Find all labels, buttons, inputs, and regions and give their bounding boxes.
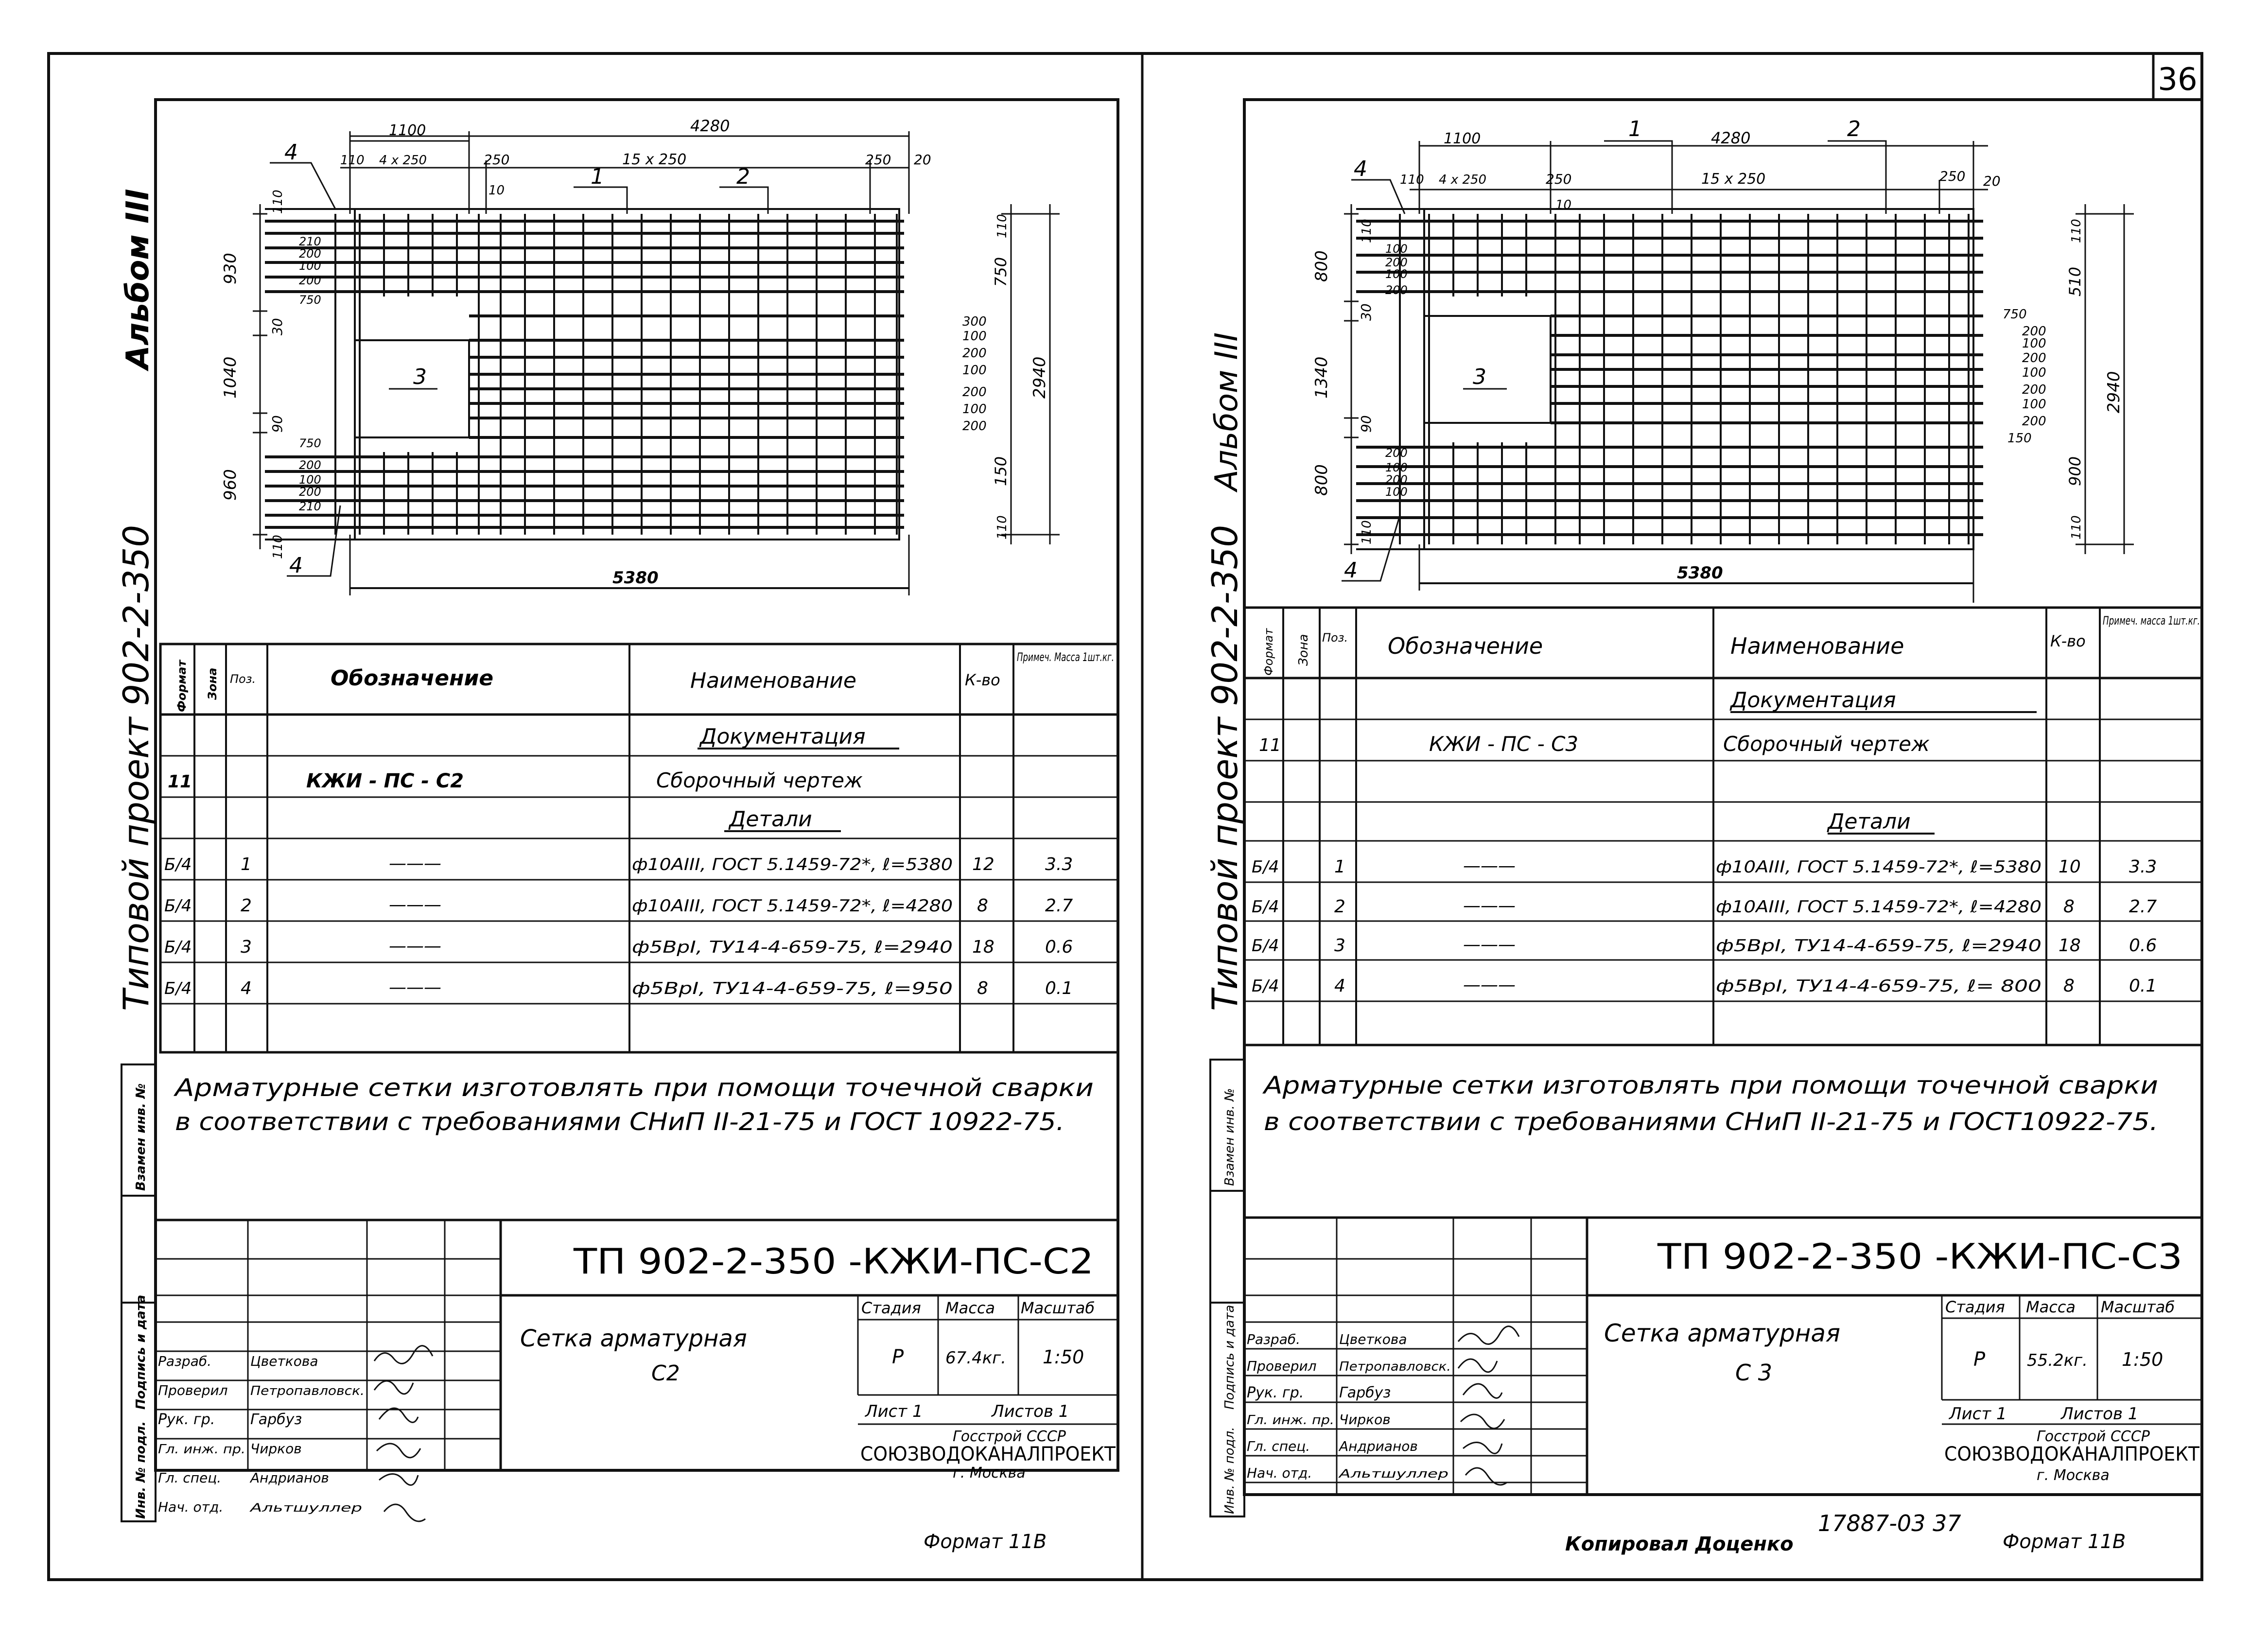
svg-text:8: 8 [2063,976,2075,996]
dim-left-30a: 30 [269,318,285,335]
svg-text:100: 100 [2022,397,2046,412]
right-inner-dims [962,314,987,434]
section-parts: Детали [1828,809,1911,834]
svg-text:200: 200 [962,385,987,400]
svg-text:Лист 1: Лист 1 [1949,1404,2007,1424]
dim-right-750: 750 [992,257,1010,287]
dim-right-2940: 2940 [2104,371,2124,413]
doc-designation: КЖИ - ПС - С2 [306,770,464,792]
dim-top-4x250: 4 x 250 [1439,173,1487,187]
dim-top-10: 10 [488,183,505,198]
title-line-1: Сетка арматурная [1604,1319,1841,1347]
title-line-1: Сетка арматурная [520,1325,747,1352]
svg-text:Разраб.: Разраб. [1247,1331,1301,1347]
svg-text:Гарбуз: Гарбуз [1339,1384,1391,1401]
svg-text:2.7: 2.7 [2129,897,2157,917]
svg-text:Б/4: Б/4 [1252,857,1279,877]
doc-name: Сборочный чертеж [656,768,863,792]
format-label: Формат 11В [924,1531,1047,1553]
svg-text:Листов 1: Листов 1 [992,1402,1069,1421]
right-inner-dims [2003,307,2046,446]
svg-text:Альтшуллер: Альтшуллер [1338,1467,1448,1481]
svg-text:100: 100 [1385,242,1408,256]
svg-text:———: ——— [389,977,441,997]
svg-text:100: 100 [962,402,987,417]
svg-text:150: 150 [2007,431,2032,446]
svg-text:г. Москва: г. Москва [953,1464,1026,1481]
svg-text:100: 100 [2022,336,2046,351]
dim-top-20: 20 [914,152,931,168]
svg-text:100: 100 [299,473,321,487]
scale-value: 1:50 [2122,1349,2163,1370]
table-row [164,936,1073,957]
svg-text:ф10АIII, ГОСТ 5.1459-72*, ℓ=42: ф10АIII, ГОСТ 5.1459-72*, ℓ=4280 [632,896,953,916]
dim-left-110a: 110 [271,190,285,214]
svg-text:Рук. гр.: Рук. гр. [158,1411,215,1428]
svg-text:210: 210 [299,235,321,248]
th-format: Формат [175,660,189,712]
doc-designation: КЖИ - ПС - С3 [1429,732,1579,756]
table-row [164,895,1073,916]
svg-text:ф10АIII, ГОСТ 5.1459-72*, ℓ=53: ф10АIII, ГОСТ 5.1459-72*, ℓ=5380 [632,855,953,874]
th-zone: Зона [206,667,219,700]
svg-text:100: 100 [1385,485,1408,499]
svg-text:0.6: 0.6 [1045,937,1073,957]
dim-left-1040: 1040 [221,356,240,399]
dim-top-110: 110 [340,153,365,168]
spec-table-text [1252,614,2200,996]
dim-right-510: 510 [2066,266,2084,296]
svg-text:Цветкова: Цветкова [250,1353,318,1369]
sheet-left [116,100,1118,1553]
svg-text:ф5ВрI, ТУ14-4-659-75, ℓ=950: ф5ВрI, ТУ14-4-659-75, ℓ=950 [632,979,953,998]
svg-text:2.7: 2.7 [1045,896,1073,916]
doc-name: Сборочный чертеж [1723,732,1930,756]
sheet-frame [1244,100,2202,1495]
svg-text:———: ——— [389,936,441,956]
dim-left-960: 960 [221,469,240,501]
doc-format: 11 [1259,735,1281,755]
side-label-replace: Взамен инв. № [134,1083,148,1191]
copied-by: Копировал Доценко [1565,1533,1794,1555]
page-number: 36 [2158,62,2198,98]
mesh-step [265,209,469,540]
callout-4a: 4 [1354,157,1367,181]
svg-text:10: 10 [2059,857,2081,877]
side-label-inv: Инв. № подл. [134,1421,148,1519]
dim-left-110b: 110 [271,535,285,559]
dim-right-150: 150 [992,456,1010,486]
album-label: Альбом III [1209,332,1245,491]
svg-text:ф5ВрI, ТУ14-4-659-75, ℓ=2940: ф5ВрI, ТУ14-4-659-75, ℓ=2940 [1716,936,2041,956]
note-line-1: Арматурные сетки изготовлять при помощи точечной сварки [173,1074,1094,1102]
svg-text:———: ——— [389,895,441,915]
svg-text:3: 3 [1334,936,1345,956]
th-pos: Поз. [230,672,256,686]
svg-text:Листов 1: Листов 1 [2061,1404,2139,1424]
svg-text:Чирков: Чирков [1339,1411,1391,1428]
signatures [1458,1326,1519,1485]
th-zone: Зона [1296,634,1311,666]
svg-text:100: 100 [1385,461,1408,474]
svg-text:100: 100 [1385,267,1408,281]
dim-top-250a: 250 [1546,171,1572,187]
svg-text:750: 750 [2003,307,2027,322]
svg-text:100: 100 [962,329,987,344]
table-row [1252,896,2157,917]
serial-number: 17887-03 37 [1818,1510,1961,1536]
svg-text:0.1: 0.1 [1045,978,1073,998]
dim-left-110a: 110 [1360,219,1374,243]
svg-text:100: 100 [2022,366,2046,380]
dim-top-4280: 4280 [690,117,730,135]
th-format: Формат [1262,628,1275,676]
svg-text:Нач. отд.: Нач. отд. [158,1499,224,1515]
dim-top-1100: 1100 [389,122,426,139]
doc-code: ТП 902-2-350 -КЖИ-ПС-С3 [1657,1236,2182,1277]
svg-text:8: 8 [977,978,988,998]
dim-top-250b: 250 [1939,168,1966,184]
svg-text:3: 3 [241,937,252,957]
svg-text:4: 4 [241,978,252,998]
section-docs: Документация [1730,688,1896,713]
side-label-sign: Подпись и дата [1222,1305,1237,1410]
svg-text:200: 200 [2022,383,2046,397]
callout-2: 2 [736,164,750,189]
stage-value: Р [892,1346,904,1368]
title-block-text [1247,1236,2200,1553]
svg-text:Б/4: Б/4 [164,938,192,957]
svg-text:200: 200 [1385,446,1408,460]
svg-text:Проверил: Проверил [1247,1358,1317,1374]
svg-text:Б/4: Б/4 [164,896,192,916]
svg-text:3.3: 3.3 [2129,857,2157,877]
svg-text:0.1: 0.1 [2129,976,2157,996]
svg-text:200: 200 [1385,283,1408,297]
svg-text:ф5ВрI, ТУ14-4-659-75, ℓ= 800: ф5ВрI, ТУ14-4-659-75, ℓ= 800 [1716,976,2041,996]
svg-text:———: ——— [1463,975,1516,995]
svg-text:200: 200 [1385,256,1408,269]
svg-text:ф10АIII, ГОСТ 5.1459-72*, ℓ=42: ф10АIII, ГОСТ 5.1459-72*, ℓ=4280 [1716,897,2041,917]
album-label: Альбом III [120,189,156,369]
side-label-replace: Взамен инв. № [1222,1088,1237,1186]
stage-value: Р [1973,1348,1986,1371]
dim-right-110b: 110 [995,515,1010,540]
dim-right-110b: 110 [2069,515,2084,540]
svg-text:Андрианов: Андрианов [1339,1438,1418,1454]
svg-text:100: 100 [299,259,321,273]
left-inner-dims [299,235,321,513]
dim-right-110a: 110 [995,214,1010,238]
side-label-sign: Подпись и дата [134,1294,148,1410]
svg-text:2: 2 [1334,897,1345,917]
dim-left-90: 90 [269,415,285,433]
mass-value: 67.4кг. [945,1348,1006,1368]
svg-text:Гарбуз: Гарбуз [250,1411,302,1428]
dim-top-250b: 250 [865,152,891,168]
dim-top-10: 10 [1555,198,1572,212]
note-line-2: в соответствии с требованиями СНиП II-21-75 и ГОСТ 10922-75. [175,1108,1064,1136]
table-row [164,977,1073,998]
org-name: СОЮЗВОДОКАНАЛПРОЕКТ [1944,1443,2200,1465]
svg-text:0.6: 0.6 [2129,936,2157,956]
th-name: Наименование [1730,633,1904,659]
svg-text:200: 200 [2022,351,2046,366]
title-line-2: С 3 [1735,1359,1773,1386]
svg-text:Петропавловск.: Петропавловск. [1339,1359,1451,1374]
table-row [164,854,1073,874]
svg-text:12: 12 [972,854,994,874]
callout-4a: 4 [284,140,298,165]
svg-text:Альтшуллер: Альтшуллер [249,1501,362,1515]
svg-text:200: 200 [299,247,321,261]
project-label: Типовой проект 902-2-350 [116,524,157,1011]
svg-text:200: 200 [299,485,321,499]
svg-text:———: ——— [1463,935,1516,955]
th-pos: Поз. [1322,631,1348,645]
svg-text:Нач. отд.: Нач. отд. [1247,1465,1312,1481]
svg-text:Проверил: Проверил [158,1382,228,1398]
svg-text:1: 1 [1334,857,1345,877]
svg-text:8: 8 [2063,897,2075,917]
spec-table-text [164,650,1114,998]
table-row [1252,935,2157,956]
svg-text:750: 750 [299,293,321,307]
svg-text:200: 200 [2022,414,2046,429]
th-designation: Обозначение [331,666,494,691]
callout-3: 3 [1473,365,1486,389]
mesh-drawing [1312,117,2134,603]
signatures [374,1346,433,1521]
th-qty: К-во [965,671,1000,689]
svg-text:3.3: 3.3 [1045,854,1073,874]
svg-text:2: 2 [241,896,252,916]
svg-text:100: 100 [962,363,987,378]
table-row [1252,856,2157,877]
svg-text:Масса: Масса [2026,1298,2076,1316]
svg-text:Б/4: Б/4 [1252,976,1279,996]
callout-1: 1 [591,164,604,189]
svg-text:200: 200 [962,419,987,434]
org-name: СОЮЗВОДОКАНАЛПРОЕКТ [860,1443,1116,1465]
horizontal-bars [1356,221,1983,535]
section-docs: Документация [700,724,866,749]
doc-format: 11 [168,772,192,792]
left-dimension-lines [253,204,267,549]
svg-text:18: 18 [2059,936,2081,956]
svg-text:Гл. инж. пр.: Гл. инж. пр. [1247,1413,1334,1428]
dim-top-250a: 250 [484,152,510,168]
title-line-2: С2 [651,1361,680,1386]
table-row [1252,975,2157,996]
callout-4b: 4 [289,553,303,578]
svg-text:ф5ВрI, ТУ14-4-659-75, ℓ=2940: ф5ВрI, ТУ14-4-659-75, ℓ=2940 [632,938,953,957]
svg-text:Б/4: Б/4 [1252,936,1279,956]
dim-left-930: 930 [221,253,240,284]
svg-text:Андрианов: Андрианов [250,1470,329,1486]
dim-top-4x250: 4 x 250 [379,153,427,168]
svg-text:Масштаб: Масштаб [2101,1298,2175,1316]
dim-top-110: 110 [1400,173,1424,187]
svg-text:ф10АIII, ГОСТ 5.1459-72*, ℓ=53: ф10АIII, ГОСТ 5.1459-72*, ℓ=5380 [1716,857,2041,877]
svg-text:Стадия: Стадия [861,1299,921,1317]
svg-text:г. Москва: г. Москва [2037,1467,2110,1484]
section-parts: Детали [729,807,812,832]
callout-1: 1 [1628,117,1642,141]
svg-text:200: 200 [1385,473,1408,487]
svg-text:4: 4 [1334,976,1345,996]
svg-text:200: 200 [962,346,987,361]
horizontal-bars [265,221,904,527]
callout-4b: 4 [1344,558,1358,583]
mass-value: 55.2кг. [2027,1351,2088,1370]
callout-3: 3 [413,365,427,389]
svg-text:Разраб.: Разраб. [158,1353,212,1369]
svg-text:Госстрой СССР: Госстрой СССР [2037,1428,2150,1445]
dim-top-20: 20 [1983,173,2001,189]
dim-right-110a: 110 [2069,219,2084,243]
svg-text:200: 200 [299,274,321,287]
top-dimension-lines [340,131,909,214]
svg-text:Стадия: Стадия [1945,1298,2005,1316]
callout-2: 2 [1847,117,1861,141]
title-block-text [158,1241,1116,1553]
scale-value: 1:50 [1043,1346,1084,1368]
svg-text:Рук. гр.: Рук. гр. [1247,1384,1304,1401]
left-inner-dims [1385,242,1408,499]
th-designation: Обозначение [1388,633,1543,659]
dim-top-15x250: 15 x 250 [622,151,687,168]
svg-text:———: ——— [1463,856,1516,876]
svg-text:Петропавловск.: Петропавловск. [250,1384,365,1398]
dim-top-1100: 1100 [1444,130,1481,147]
note-line-2: в соответствии с требованиями СНиП II-21-75 и ГОСТ10922-75. [1264,1108,2158,1136]
svg-text:Гл. спец.: Гл. спец. [158,1470,222,1486]
svg-text:750: 750 [299,436,321,450]
dim-left-1340: 1340 [1312,356,1331,399]
dim-top-15x250: 15 x 250 [1701,171,1766,188]
th-notes: Примеч. масса 1шт.кг. [2103,614,2200,627]
dim-top-4280: 4280 [1711,129,1751,147]
svg-text:Цветкова: Цветкова [1339,1331,1407,1347]
dim-left-110b: 110 [1360,520,1374,544]
dim-bottom-5380: 5380 [612,568,659,588]
svg-text:Гл. спец.: Гл. спец. [1247,1438,1310,1454]
svg-text:Б/4: Б/4 [164,855,192,874]
svg-text:300: 300 [962,314,987,329]
dim-bottom-5380: 5380 [1677,563,1723,583]
svg-text:Б/4: Б/4 [164,979,192,998]
svg-text:1: 1 [241,854,252,874]
svg-text:210: 210 [299,500,321,513]
dim-left-90: 90 [1358,415,1374,433]
mesh-outline [1424,209,1973,549]
svg-text:Госстрой СССР: Госстрой СССР [953,1428,1066,1445]
svg-text:8: 8 [977,896,988,916]
dim-right-900: 900 [2066,456,2084,486]
svg-text:18: 18 [972,937,994,957]
dim-left-30: 30 [1358,303,1374,321]
svg-text:———: ——— [389,854,441,873]
note-line-1: Арматурные сетки изготовлять при помощи точечной сварки [1262,1071,2158,1099]
th-qty: К-во [2050,632,2086,650]
svg-text:200: 200 [299,458,321,472]
mesh-drawing [221,117,1060,595]
top-dimension-lines [1410,141,1988,214]
svg-text:Масштаб: Масштаб [1021,1299,1095,1317]
project-label: Типовой проект 902-2-350 [1204,524,1245,1011]
dim-left-800a: 800 [1312,250,1331,282]
dim-right-2940: 2940 [1030,356,1049,399]
sheet-right [1204,100,2202,1553]
svg-text:———: ——— [1463,896,1516,916]
svg-text:Чирков: Чирков [250,1441,302,1457]
svg-text:Гл. инж. пр.: Гл. инж. пр. [158,1442,245,1457]
svg-text:Б/4: Б/4 [1252,897,1279,917]
svg-text:Масса: Масса [945,1299,995,1317]
th-name: Наименование [690,668,856,693]
side-label-inv: Инв. № подл. [1222,1427,1237,1514]
th-notes: Примеч. Масса 1шт.кг. [1017,650,1114,664]
svg-text:Лист 1: Лист 1 [865,1402,923,1421]
svg-text:200: 200 [2022,324,2046,339]
doc-code: ТП 902-2-350 -КЖИ-ПС-С2 [573,1241,1094,1282]
format-label: Формат 11В [2003,1531,2126,1553]
dim-left-800b: 800 [1312,464,1331,496]
